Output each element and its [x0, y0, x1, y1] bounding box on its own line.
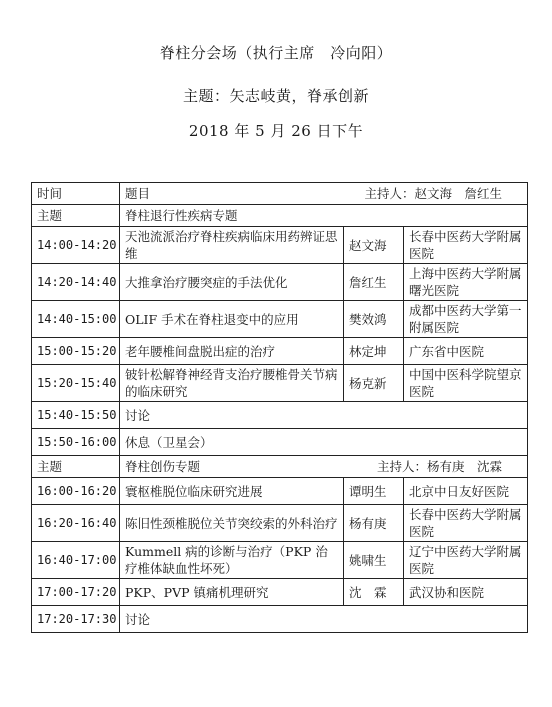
row-speaker: 赵文海: [344, 227, 404, 264]
table-row: [32, 365, 528, 402]
discussion-label: 讨论: [120, 606, 528, 633]
table-row: [32, 542, 528, 579]
row-speaker: 杨有庚: [344, 505, 404, 542]
section-row: [32, 456, 528, 478]
row-speaker: 樊效鸿: [344, 301, 404, 338]
discussion-label: 讨论: [120, 402, 528, 429]
session-theme: 主题：矢志岐黄，脊承创新: [182, 87, 369, 105]
row-topic: 寰枢椎脱位临床研究进展: [120, 478, 344, 505]
row-time: 16:00-16:20: [32, 478, 120, 505]
row-hospital: 武汉协和医院: [404, 579, 528, 606]
row-hospital: 长春中医药大学附属医院: [404, 227, 528, 264]
row-time: 14:20-14:40: [32, 264, 120, 301]
table-row: [32, 478, 528, 505]
section-host: 主持人：杨有庚 沈霖: [377, 459, 503, 474]
section-title: 脊柱创伤专题: [125, 459, 201, 474]
row-topic: PKP、PVP 镇痛机理研究: [120, 579, 344, 606]
table-row: [32, 579, 528, 606]
row-topic: 大推拿治疗腰突症的手法优化: [120, 264, 344, 301]
table-row: [32, 505, 528, 542]
discussion-row: [32, 606, 528, 633]
row-speaker: 林定坤: [344, 338, 404, 365]
row-speaker: 杨克新: [344, 365, 404, 402]
table-row: [32, 338, 528, 365]
row-time: 15:40-15:50: [32, 402, 120, 429]
row-hospital: 成都中医药大学第一附属医院: [404, 301, 528, 338]
row-time: 16:40-17:00: [32, 542, 120, 579]
session-title: 脊柱分会场（执行主席 冷向阳）: [159, 44, 393, 62]
break-label: 休息（卫星会）: [120, 429, 528, 456]
row-topic: 陈旧性颈椎脱位关节突绞索的外科治疗: [120, 505, 344, 542]
table-header-row: [32, 183, 528, 205]
header-time: 时间: [32, 183, 120, 205]
row-hospital: 广东省中医院: [404, 338, 528, 365]
table-row: [32, 301, 528, 338]
section-label: 主题: [32, 205, 120, 227]
section-title-cell: [120, 456, 528, 478]
row-hospital: 辽宁中医药大学附属医院: [404, 542, 528, 579]
row-hospital: 上海中医药大学附属曙光医院: [404, 264, 528, 301]
section-title: 脊柱退行性疾病专题: [120, 205, 528, 227]
row-time: 15:50-16:00: [32, 429, 120, 456]
row-speaker: 詹红生: [344, 264, 404, 301]
row-hospital: 长春中医药大学附属医院: [404, 505, 528, 542]
row-time: 16:20-16:40: [32, 505, 120, 542]
session-date: 2018 年 5 月 26 日下午: [188, 122, 364, 140]
row-time: 17:20-17:30: [32, 606, 120, 633]
discussion-row: [32, 402, 528, 429]
table-row: [32, 227, 528, 264]
row-topic: Kummell 病的诊断与治疗（PKP 治疗椎体缺血性坏死）: [120, 542, 344, 579]
row-hospital: 北京中日友好医院: [404, 478, 528, 505]
break-row: [32, 429, 528, 456]
header-host: 主持人：赵文海 詹红生: [364, 186, 503, 201]
row-speaker: 沈 霖: [344, 579, 404, 606]
row-topic: 老年腰椎间盘脱出症的治疗: [120, 338, 344, 365]
table-row: [32, 264, 528, 301]
row-time: 17:00-17:20: [32, 579, 120, 606]
row-hospital: 中国中医科学院望京医院: [404, 365, 528, 402]
row-time: 14:00-14:20: [32, 227, 120, 264]
row-time: 14:40-15:00: [32, 301, 120, 338]
row-time: 15:00-15:20: [32, 338, 120, 365]
section-label: 主题: [32, 456, 120, 478]
row-topic: 天池流派治疗脊柱疾病临床用药辨证思维: [120, 227, 344, 264]
row-topic: OLIF 手术在脊柱退变中的应用: [120, 301, 344, 338]
row-topic: 铍针松解脊神经背支治疗腰椎骨关节病的临床研究: [120, 365, 344, 402]
header-topic-cell: [120, 183, 528, 205]
section-row: [32, 205, 528, 227]
row-speaker: 谭明生: [344, 478, 404, 505]
row-time: 15:20-15:40: [32, 365, 120, 402]
schedule-table: [31, 182, 528, 633]
row-speaker: 姚啸生: [344, 542, 404, 579]
header-topic: 题目: [125, 186, 151, 201]
